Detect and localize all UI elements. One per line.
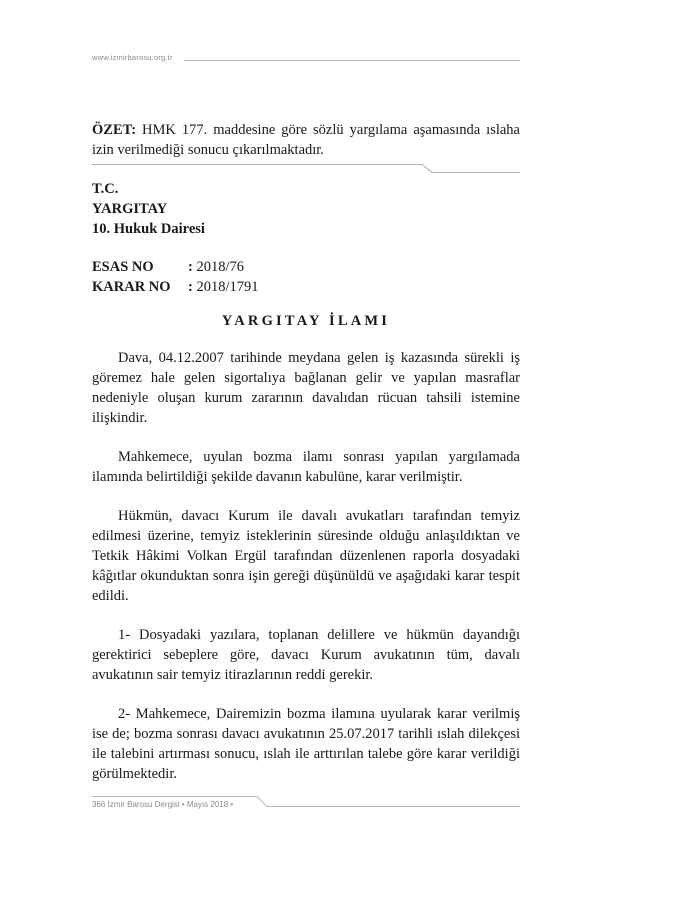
- court-name: YARGITAY: [92, 201, 168, 217]
- court-country: T.C.: [92, 181, 119, 197]
- case-info: [92, 257, 259, 297]
- summary-rule: [92, 164, 520, 174]
- paragraph: Dava, 04.12.2007 tarihinde meydana gelen iş kazasında sürekli iş göremez hale gelen sigortalıya bağlanan gelir ve yapılan masraflar nedeniyle oluşan kurum zararının davalıdan rücuan tahsili istemine ilişkindir.: [92, 350, 520, 426]
- summary-label: ÖZET:: [92, 122, 137, 138]
- header-rule: [184, 60, 520, 61]
- paragraph: Hükmün, davacı Kurum ile davalı avukatları tarafından temyiz edilmesi üzerine, temyiz isteklerinin süresinde olduğu anlaşıldıktan ve Tetkik Hâkimi Volkan Ergül tarafından düzenlenen raporla dosyadaki kâğıtlar okunduktan sonra işin gereği düşünüldü ve aşağıdaki karar tespit edildi.: [92, 508, 520, 604]
- court-chamber: 10. Hukuk Dairesi: [92, 221, 205, 237]
- summary-text: HMK 177. maddesine göre sözlü yargılama aşamasında ıslaha izin verilmediği sonucu çıkarılmaktadır.: [92, 122, 520, 158]
- paragraph: Mahkemece, uyulan bozma ilamı sonrası yapılan yargılamada ilamında belirtildiği şekilde davanın kabulüne, karar verilmiştir.: [92, 449, 520, 485]
- paragraph: 2- Mahkemece, Dairemizin bozma ilamına uyularak karar verilmiş ise de; bozma sonrası davacı avukatının 25.07.2017 tarihli ıslah dilekçesi ile talebini artırması sonucu, ıslah ile arttırılan talebe göre karar verildiği görülmektedir.: [92, 706, 520, 782]
- karar-label: KARAR NO: [92, 279, 171, 295]
- court-block: [92, 179, 205, 239]
- esas-value: 2018/76: [192, 259, 244, 275]
- decision-heading: YARGITAY İLAMI: [221, 313, 391, 329]
- karar-colon: :: [188, 279, 193, 295]
- paragraph: 1- Dosyadaki yazılara, toplanan delillere ve hükmün dayandığı gerektirici sebeplere göre, davacı Kurum avukatının tüm, davalı avukatının sair temyiz itirazlarının reddi gerekir.: [92, 627, 520, 683]
- footer-text: 366 İzmir Barosu Dergisi • Mayıs 2018 •: [92, 800, 234, 809]
- esas-colon: :: [188, 259, 193, 275]
- esas-label: ESAS NO: [92, 259, 154, 275]
- decision-body: [92, 348, 520, 803]
- esas-row: [92, 257, 259, 277]
- summary: [92, 120, 520, 160]
- karar-value: 2018/1791: [192, 279, 259, 295]
- karar-row: [92, 277, 259, 297]
- header-url: www.izmirbarosu.org.tr: [92, 53, 173, 62]
